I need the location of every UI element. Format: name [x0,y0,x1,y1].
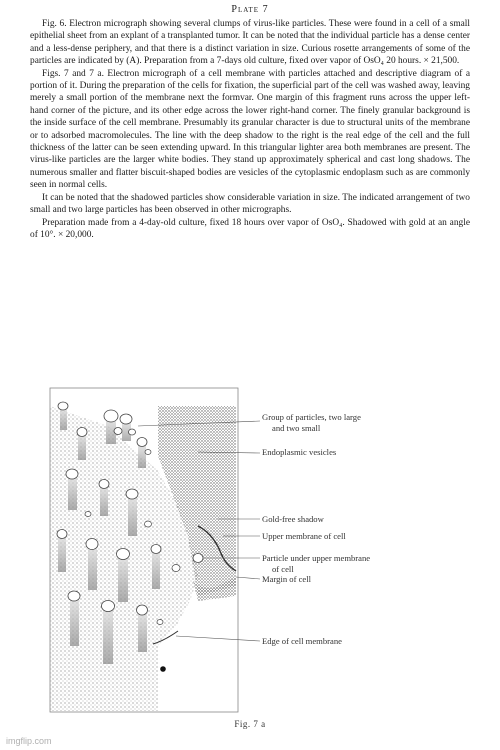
figure-label-line: Margin of cell [262,574,312,584]
figure-label-line: Endoplasmic vesicles [262,447,337,457]
figure-labels [262,412,370,646]
figure-label [262,636,342,646]
figure-label [262,531,346,541]
figure-label [262,447,337,457]
paragraph-variation: It can be noted that the shadowed particles show considerable variation in size. The indicated arrangement of two small and two large particles has been observed in other micrographs. [30,192,470,216]
figure-label-line: of cell [272,564,294,574]
figure-diagram [48,386,378,718]
figure-caption: Fig. 7 a [234,719,266,729]
figure-label-line: Edge of cell membrane [262,636,342,646]
paragraph-fig6: Fig. 6. Electron micrograph showing several clumps of virus-like particles. These were found in a cell of a small epithelial sheet from an explant of a transplanted tumor. It can be noted that the individual particle has a dense center and a less-dense periphery, and that there is a distinct variation in size. Curious rosette arrangements of some of the particles are indicated by (A). Preparation from a 7-days old culture, fixed over vapor of OsO₄ 20 hours. × 21,500. [30,19,470,67]
figure-label [262,553,370,574]
watermark: imgflip.com [6,736,52,746]
figure-7a [48,386,378,718]
figure-label [262,574,312,584]
figure-label-line: Particle under upper membrane [262,553,371,563]
black-dot [160,666,166,672]
caption-text [30,18,470,241]
paragraph-preparation: Preparation made from a 4-day-old culture, fixed 18 hours over vapor of OsO₄. Shadowed with gold at an angle of 10°. × 20,000. [30,217,470,240]
figure-label-line: Gold-free shadow [262,514,324,524]
figure-label-line: and two small [272,423,321,433]
figure-label [262,514,325,524]
figure-label [262,412,361,433]
figure-label-line: Upper membrane of cell [262,531,346,541]
paragraph-fig7: Figs. 7 and 7 a. Electron micrograph of a cell membrane with particles attached and descriptive diagram of a portion of it. During the preparation of the cells for fixation, the superficial part of the cell was washed away, leaving merely a small portion of the membrane next the formvar. One margin of this fragment runs across the upper left-hand corner of the picture, and its other edge across the lower right-hand corner. The finely granular background is the inside surface of the cell membrane. Presumably its granular character is due to structural units of the membrane or to adsorbed macromolecules. The line with the deep shadow to the right is the real edge of the cell and the full thickness of the latter can be seen extending upward. In this triangular lighter area both membranes are present. The virus-like particles are the larger white bodies. They stand up approximately spherical and cast long shadows. The numerous smaller and flatter biscuit-shaped bodies are vesicles of the cytoplasmic endoplasm such as are commonly seen in normal cells. [30,68,470,191]
plate-title: Plate 7 [231,4,269,15]
figure-label-line: Group of particles, two large [262,412,361,422]
